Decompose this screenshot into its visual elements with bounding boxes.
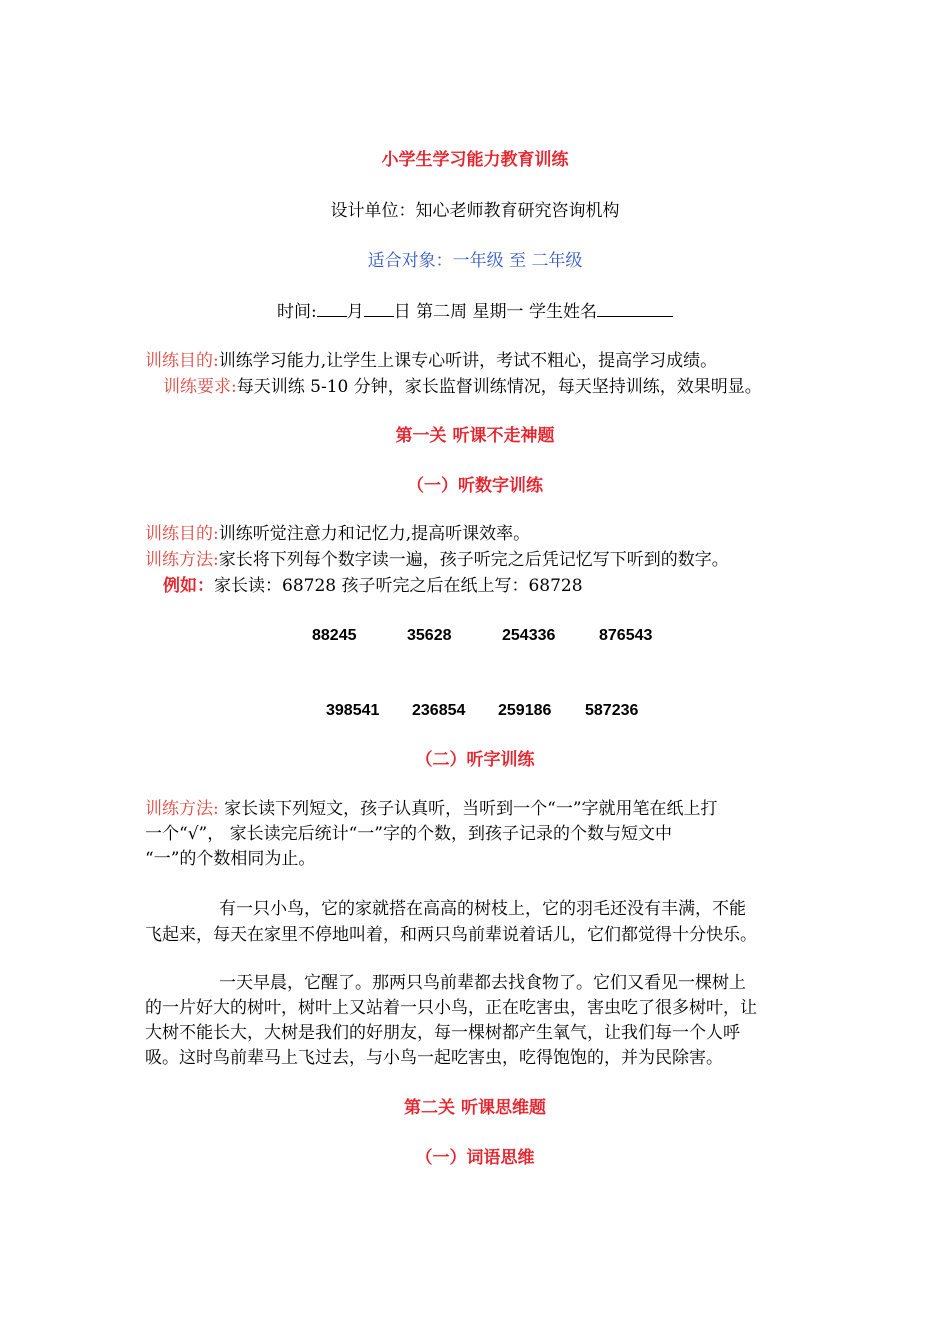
s1-goal-label: 训练目的:: [145, 524, 219, 544]
designer-line: 设计单位：知心老师教育研究咨询机构: [330, 201, 620, 221]
s2-method-line-2: 一个“√”， 家长读完后统计“一”字的个数，到孩子记录的个数与短文中: [145, 824, 672, 844]
number-item: 254336: [502, 627, 556, 644]
requirement-label: 训练要求:: [163, 377, 237, 397]
numbers-row-2: [0, 701, 950, 721]
number-item: 876543: [599, 627, 653, 644]
s1-method-label: 训练方法:: [145, 550, 219, 570]
s1-example-label: 例如：: [163, 576, 214, 596]
number-item: 35628: [407, 627, 452, 644]
s1-goal-line: [145, 524, 530, 544]
s1-goal-text: 训练听觉注意力和记忆力,提高听课效率。: [218, 524, 531, 544]
story-p2-line-4: 吸。这时鸟前辈马上飞过去，与小鸟一起吃害虫，吃得饱饱的，并为民除害。: [145, 1048, 723, 1068]
week-info: 第二周 星期一 学生姓名: [416, 302, 597, 322]
time-prefix: 时间:: [277, 302, 317, 322]
s2-method-line-1: [145, 799, 718, 819]
story-p1-line-2: 飞起来，每天在家里不停地叫着，和两只鸟前辈说着话儿，它们都觉得十分快乐。: [145, 925, 757, 945]
goal-text: 训练学习能力,让学生上课专心听讲，考试不粗心，提高学习成绩。: [218, 351, 718, 371]
s1-method-line: [145, 550, 729, 570]
s1-method-text: 家长将下列每个数字读一遍，孩子听完之后凭记忆写下听到的数字。: [218, 550, 729, 570]
number-item: 587236: [585, 702, 639, 719]
section1-heading: （一）听数字训练: [407, 476, 543, 496]
number-item: 259186: [498, 702, 552, 719]
number-item: 236854: [412, 702, 466, 719]
goal-line: [145, 351, 717, 371]
doc-title: 小学生学习能力教育训练: [381, 150, 569, 170]
section2-heading: （二）听字训练: [415, 750, 535, 770]
requirement-text: 每天训练 5-10 分钟，家长监督训练情况，每天坚持训练，效果明显。: [236, 377, 762, 397]
story-p2-line-1: 一天早晨，它醒了。那两只鸟前辈都去找食物了。它们又看见一棵树上: [219, 973, 746, 993]
day-blank: [364, 301, 394, 317]
target-grade-line: 适合对象：一年级 至 二年级: [367, 251, 583, 271]
day-label: 日: [393, 302, 411, 322]
story-p2-line-2: 的一片好大的树叶，树叶上又站着一只小鸟，正在吃害虫，害虫吃了很多树叶，让: [145, 998, 757, 1018]
story-p1-line-1: 有一只小鸟，它的家就搭在高高的树枝上，它的羽毛还没有丰满，不能: [219, 899, 746, 919]
number-item: 398541: [326, 702, 380, 719]
s1-example-line: [163, 576, 583, 596]
s2-method-line-3: “一”的个数相同为止。: [145, 849, 316, 869]
numbers-row-1: [0, 626, 950, 646]
section3-heading: （一）词语思维: [415, 1148, 535, 1168]
requirement-line: [163, 377, 762, 397]
goal-label: 训练目的:: [145, 351, 219, 371]
story-p2-line-3: 大树不能长大，大树是我们的好朋友，每一棵树都产生氧气，让我们每一个人呼: [145, 1023, 740, 1043]
time-line: [0, 301, 950, 322]
level1-heading: 第一关 听课不走神题: [395, 426, 555, 446]
s1-example-text: 家长读：68728 孩子听完之后在纸上写：68728: [214, 576, 583, 596]
number-item: 88245: [312, 627, 357, 644]
level2-heading: 第二关 听课思维题: [404, 1098, 546, 1118]
month-label: 月: [346, 302, 364, 322]
s2-method-text-1: 家长读下列短文，孩子认真听，当听到一个“一”字就用笔在纸上打: [218, 799, 718, 819]
student-name-blank: [597, 301, 673, 317]
s2-method-label: 训练方法:: [145, 799, 219, 819]
month-blank: [317, 301, 347, 317]
